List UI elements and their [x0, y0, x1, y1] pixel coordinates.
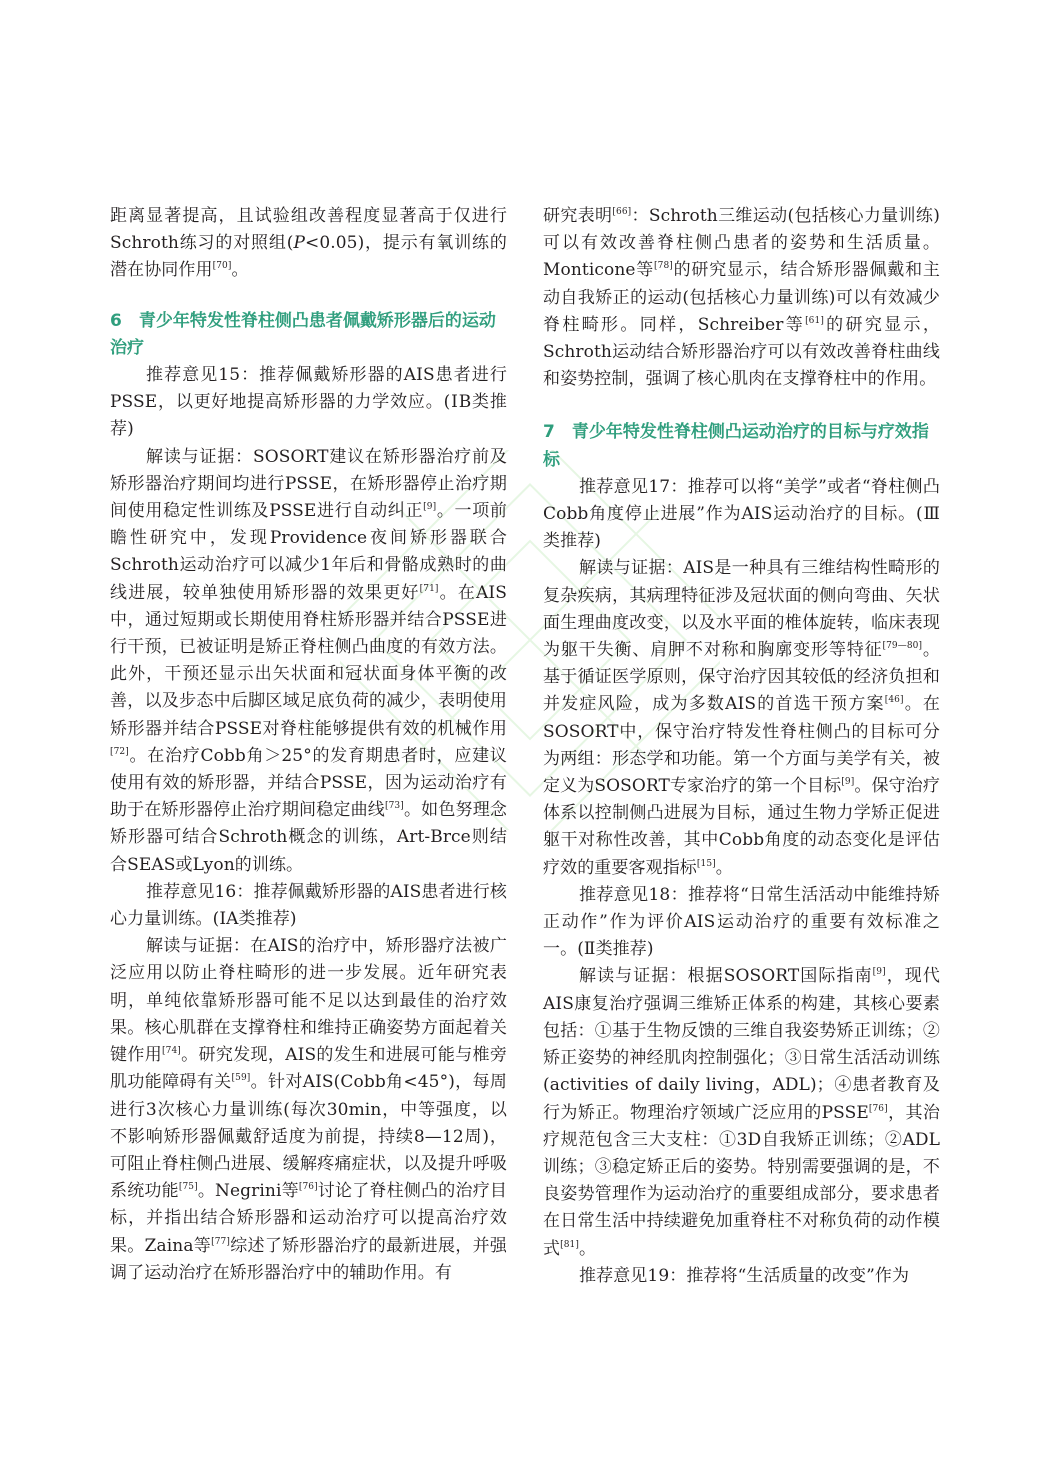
section-heading-7: 7 青少年特发性脊柱侧凸运动治疗的目标与疗效指标 [543, 422, 929, 470]
recommendation-16: 推荐意见16：推荐佩戴矫形器的AIS患者进行核心力量训练。(ⅠA类推荐) [110, 881, 507, 930]
evidence-18: 解读与证据：根据SOSORT国际指南[9]，现代AIS康复治疗强调三维矫正体系的构建，其核心要素包括：①基于生物反馈的三维自我姿势矫正训练；②矫正姿势的神经肌肉控制强化；③日常生活活动训练(activities of daily living，ADL)；④患者教育及行为矫正。物理治疗领域广泛应用的PSSE[76]，其治疗规范包含三大支柱：①3D自我矫正训练；②ADL训练；③稳定矫正后的姿势。特别需要强调的是，不良姿势管理作为运动治疗的重要组成部分，要求患者在日常生活中持续避免加重脊柱不对称负荷的动作模式[81]。 [543, 966, 940, 1259]
evidence-16: 解读与证据：在AIS的治疗中，矫形器疗法被广泛应用以防止脊柱畸形的进一步发展。近年研究表明，单纯依靠矫形器可能不足以达到最佳的治疗效果。核心肌群在支撑脊柱和维持正确姿势方面起着关键作用[74]。研究发现，AIS的发生和进展可能与椎旁肌功能障碍有关[59]。针对AIS(Cobb角<45°)，每周进行3次核心力量训练(每次30min，中等强度，以不影响矫形器佩戴舒适度为前提，持续8—12周)，可阻止脊柱侧凸进展、缓解疼痛症状，以及提升呼吸系统功能[75]。Negrini等[76]讨论了脊柱侧凸的治疗目标，并指出结合矫形器和运动治疗可以提高治疗效果。Zaina等[77]综述了矫形器治疗的最新进展，并强调了运动治疗在矫形器治疗中的辅助作用。有 [110, 936, 507, 1283]
recommendation-15: 推荐意见15：推荐佩戴矫形器的AIS患者进行PSSE，以更好地提高矫形器的力学效应。(ⅠB类推荐) [110, 365, 507, 440]
evidence-15: 解读与证据：SOSORT建议在矫形器治疗前及矫形器治疗期间均进行PSSE，在矫形器停止治疗期间使用稳定性训练及PSSE进行自动纠正[9]。一项前瞻性研究中，发现Providence夜间矫形器联合Schroth运动治疗可以减少1年后和骨骼成熟时的曲线进展，较单独使用矫形器的效果更好[71]。在AIS中，通过短期或长期使用脊柱矫形器并结合PSSE进行干预，已被证明是矫正脊柱侧凸曲度的有效方法。此外，干预还显示出矢状面和冠状面身体平衡的改善，以及步态中后脚区域足底负荷的减少，表明使用矫形器并结合PSSE对脊柱能够提供有效的机械作用[72]。在治疗Cobb角＞25°的发育期患者时，应建议使用有效的矫形器，并结合PSSE，因为运动治疗有助于在矫形器停止治疗期间稳定曲线[73]。如色努理念矫形器可结合Schroth概念的训练，Art-Brce则结合SEAS或Lyon的训练。 [110, 446, 507, 875]
right-column [543, 203, 940, 1290]
section-heading-6: 6 青少年特发性脊柱侧凸患者佩戴矫形器后的运动治疗 [110, 310, 496, 358]
recommendation-18: 推荐意见18：推荐将“日常生活活动中能维持矫正动作”作为评价AIS运动治疗的重要有效标准之一。(Ⅱ类推荐) [543, 884, 940, 960]
evidence-17: 解读与证据：AIS是一种具有三维结构性畸形的复杂疾病，其病理特征涉及冠状面的侧向弯曲、矢状面生理曲度改变，以及水平面的椎体旋转，临床表现为躯干失衡、肩胛不对称和胸廓变形等特征[79—80]。基于循证医学原则，保守治疗因其较低的经济负担和并发症风险，成为多数AIS的首选干预方案[46]。在SOSORT中，保守治疗特发性脊柱侧凸的目标可分为两组：形态学和功能。第一个方面与美学有关，被定义为SOSORT专家治疗的第一个目标[9]。保守治疗体系以控制侧凸进展为目标，通过生物力学矫正促进躯干对称性改善，其中Cobb角度的动态变化是评估疗效的重要客观指标[15]。 [543, 558, 941, 878]
recommendation-17: 推荐意见17：推荐可以将“美学”或者“脊柱侧凸Cobb角度停止进展”作为AIS运动治疗的目标。(Ⅲ类推荐) [543, 476, 940, 552]
paragraph-continuation-right: 研究表明[66]：Schroth三维运动(包括核心力量训练)可以有效改善脊柱侧凸患者的姿势和生活质量。Monticone等[78]的研究显示，结合矫形器佩戴和主动自我矫正的运动(包括核心力量训练)可以有效减少脊柱畸形。同样，Schreiber等[61]的研究显示，Schroth运动结合矫形器治疗可以有效改善脊柱曲线和姿势控制，强调了核心肌肉在支撑脊柱中的作用。 [543, 206, 941, 390]
left-column [110, 203, 507, 1287]
paragraph-continuation: 距离显著提高，且试验组改善程度显著高于仅进行Schroth练习的对照组(P<0.05)，提示有氧训练的潜在协同作用[70]。 [110, 206, 507, 281]
recommendation-19: 推荐意见19：推荐将“生活质量的改变”作为 [579, 1265, 910, 1286]
